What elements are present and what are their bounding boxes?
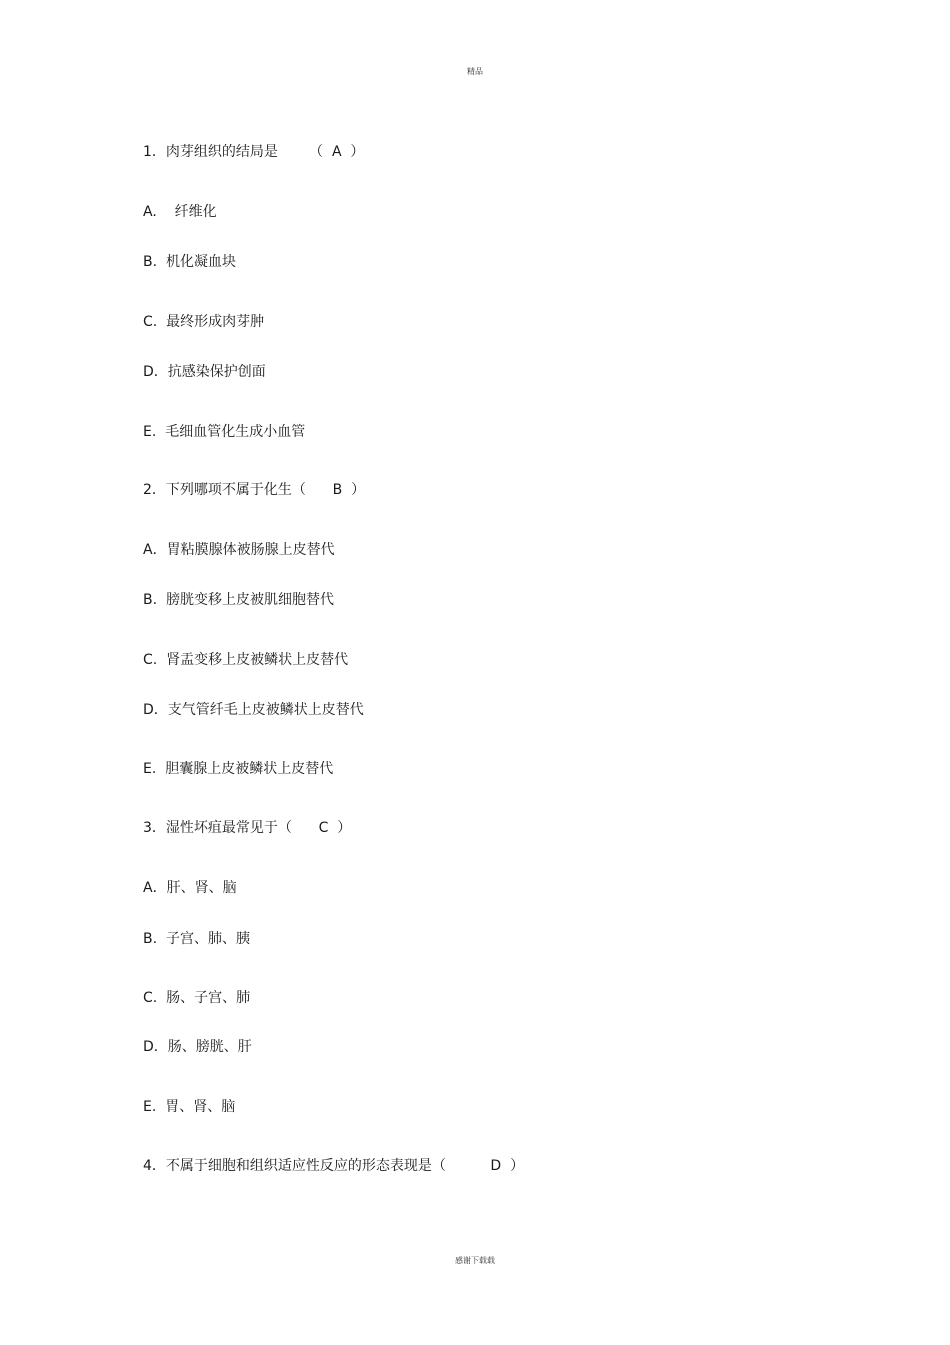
question-2-option-e: E. 胆囊腺上皮被鳞状上皮替代 bbox=[143, 761, 334, 777]
question-3-option-a: A．肝、肾、脑 bbox=[143, 880, 237, 896]
question-3-option-d: D．肠、膀胱、肝 bbox=[143, 1039, 252, 1055]
question-1-option-e: E. 毛细血管化生成小血管 bbox=[143, 424, 306, 440]
question-2-option-a: A．胃粘膜腺体被肠腺上皮替代 bbox=[143, 542, 335, 558]
question-3-option-c: C. 肠、子宫、肺 bbox=[143, 990, 251, 1006]
page-footer-note: 感谢下载载 bbox=[455, 1256, 495, 1265]
question-2-stem: 2．下列哪项不属于化生（ B ） bbox=[143, 482, 366, 498]
question-1-option-b: B. 机化凝血块 bbox=[143, 254, 236, 270]
question-4-stem: 4．不属于细胞和组织适应性反应的形态表现是（ D ） bbox=[143, 1158, 525, 1174]
question-3-stem: 3．湿性坏疽最常见于（ C ） bbox=[143, 820, 352, 836]
question-1-stem: 1．肉芽组织的结局是 （ A ） bbox=[143, 144, 365, 160]
question-2-option-d: D．支气管纤毛上皮被鳞状上皮替代 bbox=[143, 702, 364, 718]
question-3-option-b: B. 子宫、肺、胰 bbox=[143, 931, 250, 947]
page-header-note: 精品 bbox=[467, 67, 483, 76]
question-3-option-e: E. 胃、肾、脑 bbox=[143, 1099, 236, 1115]
question-1-option-c: C. 最终形成肉芽肿 bbox=[143, 314, 265, 330]
question-2-option-c: C. 肾盂变移上皮被鳞状上皮替代 bbox=[143, 652, 349, 668]
question-1-option-a: A. 纤维化 bbox=[143, 204, 217, 220]
question-1-option-d: D．抗感染保护创面 bbox=[143, 364, 266, 380]
question-2-option-b: B. 膀胱变移上皮被肌细胞替代 bbox=[143, 592, 334, 608]
